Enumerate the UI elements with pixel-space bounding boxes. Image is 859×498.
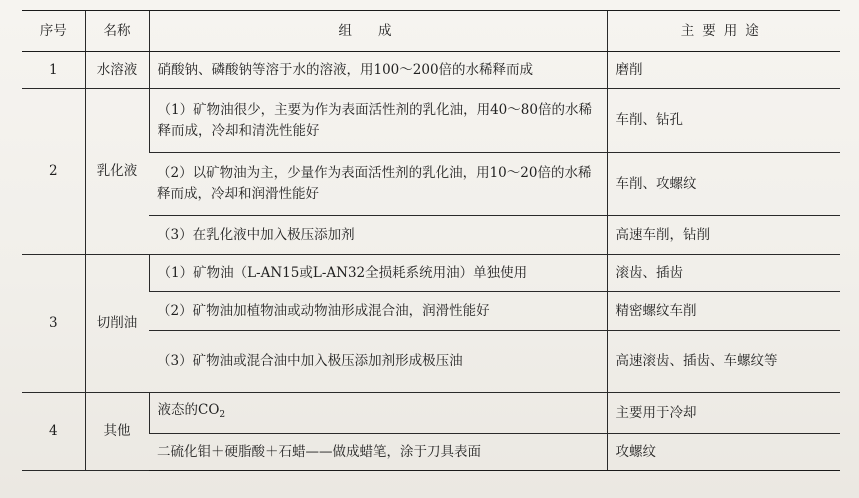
row-composition: 液态的$CO_2$ <box>149 393 607 434</box>
header-no: 序号 <box>22 11 85 52</box>
row-name: 切削油 <box>85 255 149 393</box>
row-no: 4 <box>22 393 85 471</box>
row-composition: 硝酸钠、磷酸钠等溶于水的溶液，用100～200倍的水稀释而成 <box>149 52 607 89</box>
co2-subscript: 2 <box>219 410 226 420</box>
cutting-fluid-table <box>22 10 840 471</box>
row-usage: 主要用于冷却 <box>607 393 840 434</box>
row-composition: （3）矿物油或混合油中加入极压添加剂形成极压油 <box>149 331 607 393</box>
row-usage: 磨削 <box>607 52 840 89</box>
row-no: 3 <box>22 255 85 393</box>
row-composition: （3）在乳化液中加入极压添加剂 <box>149 216 607 255</box>
table-header-row <box>22 11 840 52</box>
row-name: 其他 <box>85 393 149 471</box>
row-composition: （1）矿物油很少，主要为作为表面活性剂的乳化油，用40～80倍的水稀释而成，冷却和清洗性能好 <box>149 89 607 153</box>
row-usage: 高速车削，钻削 <box>607 216 840 255</box>
row-name: 乳化液 <box>85 89 149 255</box>
row-usage: 车削、钻孔 <box>607 89 840 153</box>
row-name: 水溶液 <box>85 52 149 89</box>
row-no: 2 <box>22 89 85 255</box>
row-composition: （2）以矿物油为主，少量作为表面活性剂的乳化油，用10～20倍的水稀释而成，冷却和润滑性能好 <box>149 153 607 216</box>
header-usage: 主要用途 <box>607 11 840 52</box>
table-row <box>22 255 840 292</box>
row-composition: （1）矿物油（L-AN15或L-AN32全损耗系统用油）单独使用 <box>149 255 607 292</box>
row-composition: 二硫化钼＋硬脂酸＋石蜡——做成蜡笔，涂于刀具表面 <box>149 434 607 471</box>
table-row <box>22 89 840 153</box>
row-no: 1 <box>22 52 85 89</box>
table-row <box>22 52 840 89</box>
row-usage: 攻螺纹 <box>607 434 840 471</box>
row-usage: 精密螺纹车削 <box>607 292 840 331</box>
row-usage: 高速滚齿、插齿、车螺纹等 <box>607 331 840 393</box>
row-usage: 车削、攻螺纹 <box>607 153 840 216</box>
header-composition: 组成 <box>149 11 607 52</box>
row-usage: 滚齿、插齿 <box>607 255 840 292</box>
table-row <box>22 393 840 434</box>
row-composition: （2）矿物油加植物油或动物油形成混合油，润滑性能好 <box>149 292 607 331</box>
header-name: 名称 <box>85 11 149 52</box>
